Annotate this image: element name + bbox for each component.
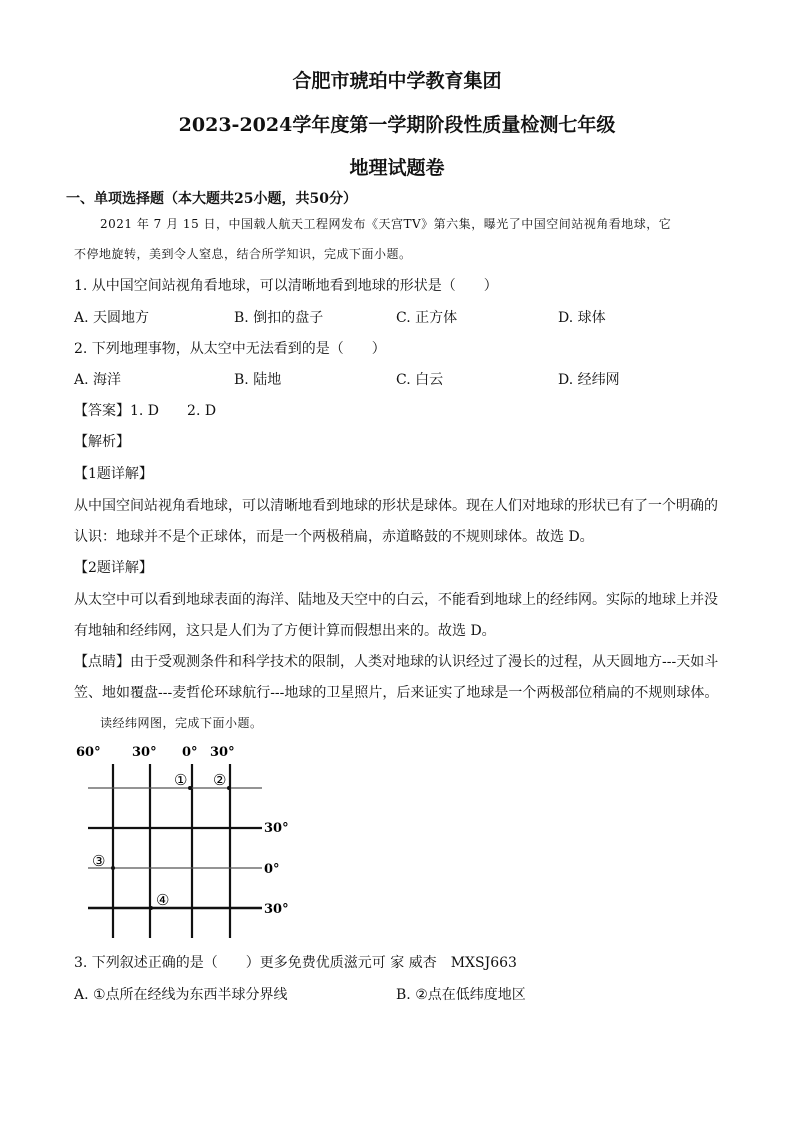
- section-heading: 一、单项选择题（本大题共25小题，共50分）: [66, 191, 357, 207]
- point-4-marker: ④: [156, 891, 170, 909]
- q3-option-a: A. ①点所在经线为东西半球分界线: [74, 987, 288, 1003]
- q2-option-d: D. 经纬网: [558, 372, 620, 388]
- tip-label: 【点睛】: [74, 654, 130, 670]
- detail-1-line: 从中国空间站视角看地球，可以清晰地看到地球的形状是球体。现在人们对地球的形状已有了一个明确的: [74, 498, 718, 514]
- q2-option-b: B. 陆地: [234, 372, 282, 388]
- subject-title: 地理试题卷: [349, 157, 445, 179]
- tip-text: 由于受观测条件和科学技术的限制，人类对地球的认识经过了漫长的过程，从天圆地方---天如斗: [130, 654, 719, 670]
- detail-1-line: 认识：地球并不是个正球体，而是一个两极稍扁，赤道略鼓的不规则球体。故选 D。: [74, 529, 594, 545]
- point-2-marker: ②: [213, 771, 227, 789]
- point-3-dot: [111, 866, 115, 870]
- tip-line: [74, 651, 718, 671]
- point-1-dot: [188, 786, 192, 790]
- q1-option-b: B. 倒扣的盘子: [234, 310, 324, 326]
- latitude-label: 30°: [264, 902, 289, 917]
- question-3-stem: 3. 下列叙述正确的是（ ）更多免费优质滋元可 家 威杏 MXSJ663: [74, 955, 517, 971]
- q2-option-a: A. 海洋: [74, 372, 122, 388]
- exam-title: 2023-2024学年度第一学期阶段性质量检测七年级: [178, 114, 616, 136]
- longitude-label: 30°: [210, 745, 235, 760]
- school-title: 合肥市琥珀中学教育集团: [292, 70, 502, 92]
- answer-line: [74, 400, 216, 420]
- q3-option-b: B. ②点在低纬度地区: [396, 987, 526, 1003]
- point-3-marker: ③: [92, 852, 106, 870]
- q1-option-a: A. 天圆地方: [74, 310, 150, 326]
- detail-1-label: 【1题详解】: [74, 466, 153, 482]
- answer-text: 1. D 2. D: [130, 403, 217, 419]
- latitude-label: 0°: [264, 862, 280, 877]
- answer-label: 【答案】: [74, 403, 130, 419]
- latitude-label: 30°: [264, 821, 289, 836]
- analysis-label: 【解析】: [74, 434, 130, 450]
- point-1-marker: ①: [174, 771, 188, 789]
- longitude-label: 60°: [76, 745, 101, 760]
- q1-option-d: D. 球体: [558, 310, 606, 326]
- point-4-dot: [149, 906, 153, 910]
- longitude-label: 30°: [132, 745, 157, 760]
- q1-option-c: C. 正方体: [396, 310, 458, 326]
- tip-line: 笠、地如覆盘---麦哲伦环球航行---地球的卫星照片，后来证实了地球是一个两极部位稍扁的不规则球体。: [74, 685, 719, 701]
- point-2-dot: [227, 786, 231, 790]
- longitude-label: 0°: [182, 745, 198, 760]
- detail-2-line: 有地轴和经纬网，这只是人们为了方便计算而假想出来的。故选 D。: [74, 623, 496, 639]
- q2-option-c: C. 白云: [396, 372, 444, 388]
- question-1-stem: 1. 从中国空间站视角看地球，可以清晰地看到地球的形状是（ ）: [74, 278, 498, 294]
- detail-2-label: 【2题详解】: [74, 560, 153, 576]
- passage-line: 读经纬网图，完成下面小题。: [100, 716, 263, 730]
- passage-line: 2021 年 7 月 15 日，中国载人航天工程网发布《天宫TV》第六集，曝光了中国空间站视角看地球，它: [100, 217, 672, 231]
- lat-long-grid-figure: [76, 740, 320, 940]
- question-2-stem: 2. 下列地理事物，从太空中无法看到的是（ ）: [74, 341, 386, 357]
- passage-line: 不停地旋转，美到令人窒息，结合所学知识，完成下面小题。: [74, 247, 412, 261]
- detail-2-line: 从太空中可以看到地球表面的海洋、陆地及天空中的白云，不能看到地球上的经纬网。实际的地球上并没: [74, 592, 718, 608]
